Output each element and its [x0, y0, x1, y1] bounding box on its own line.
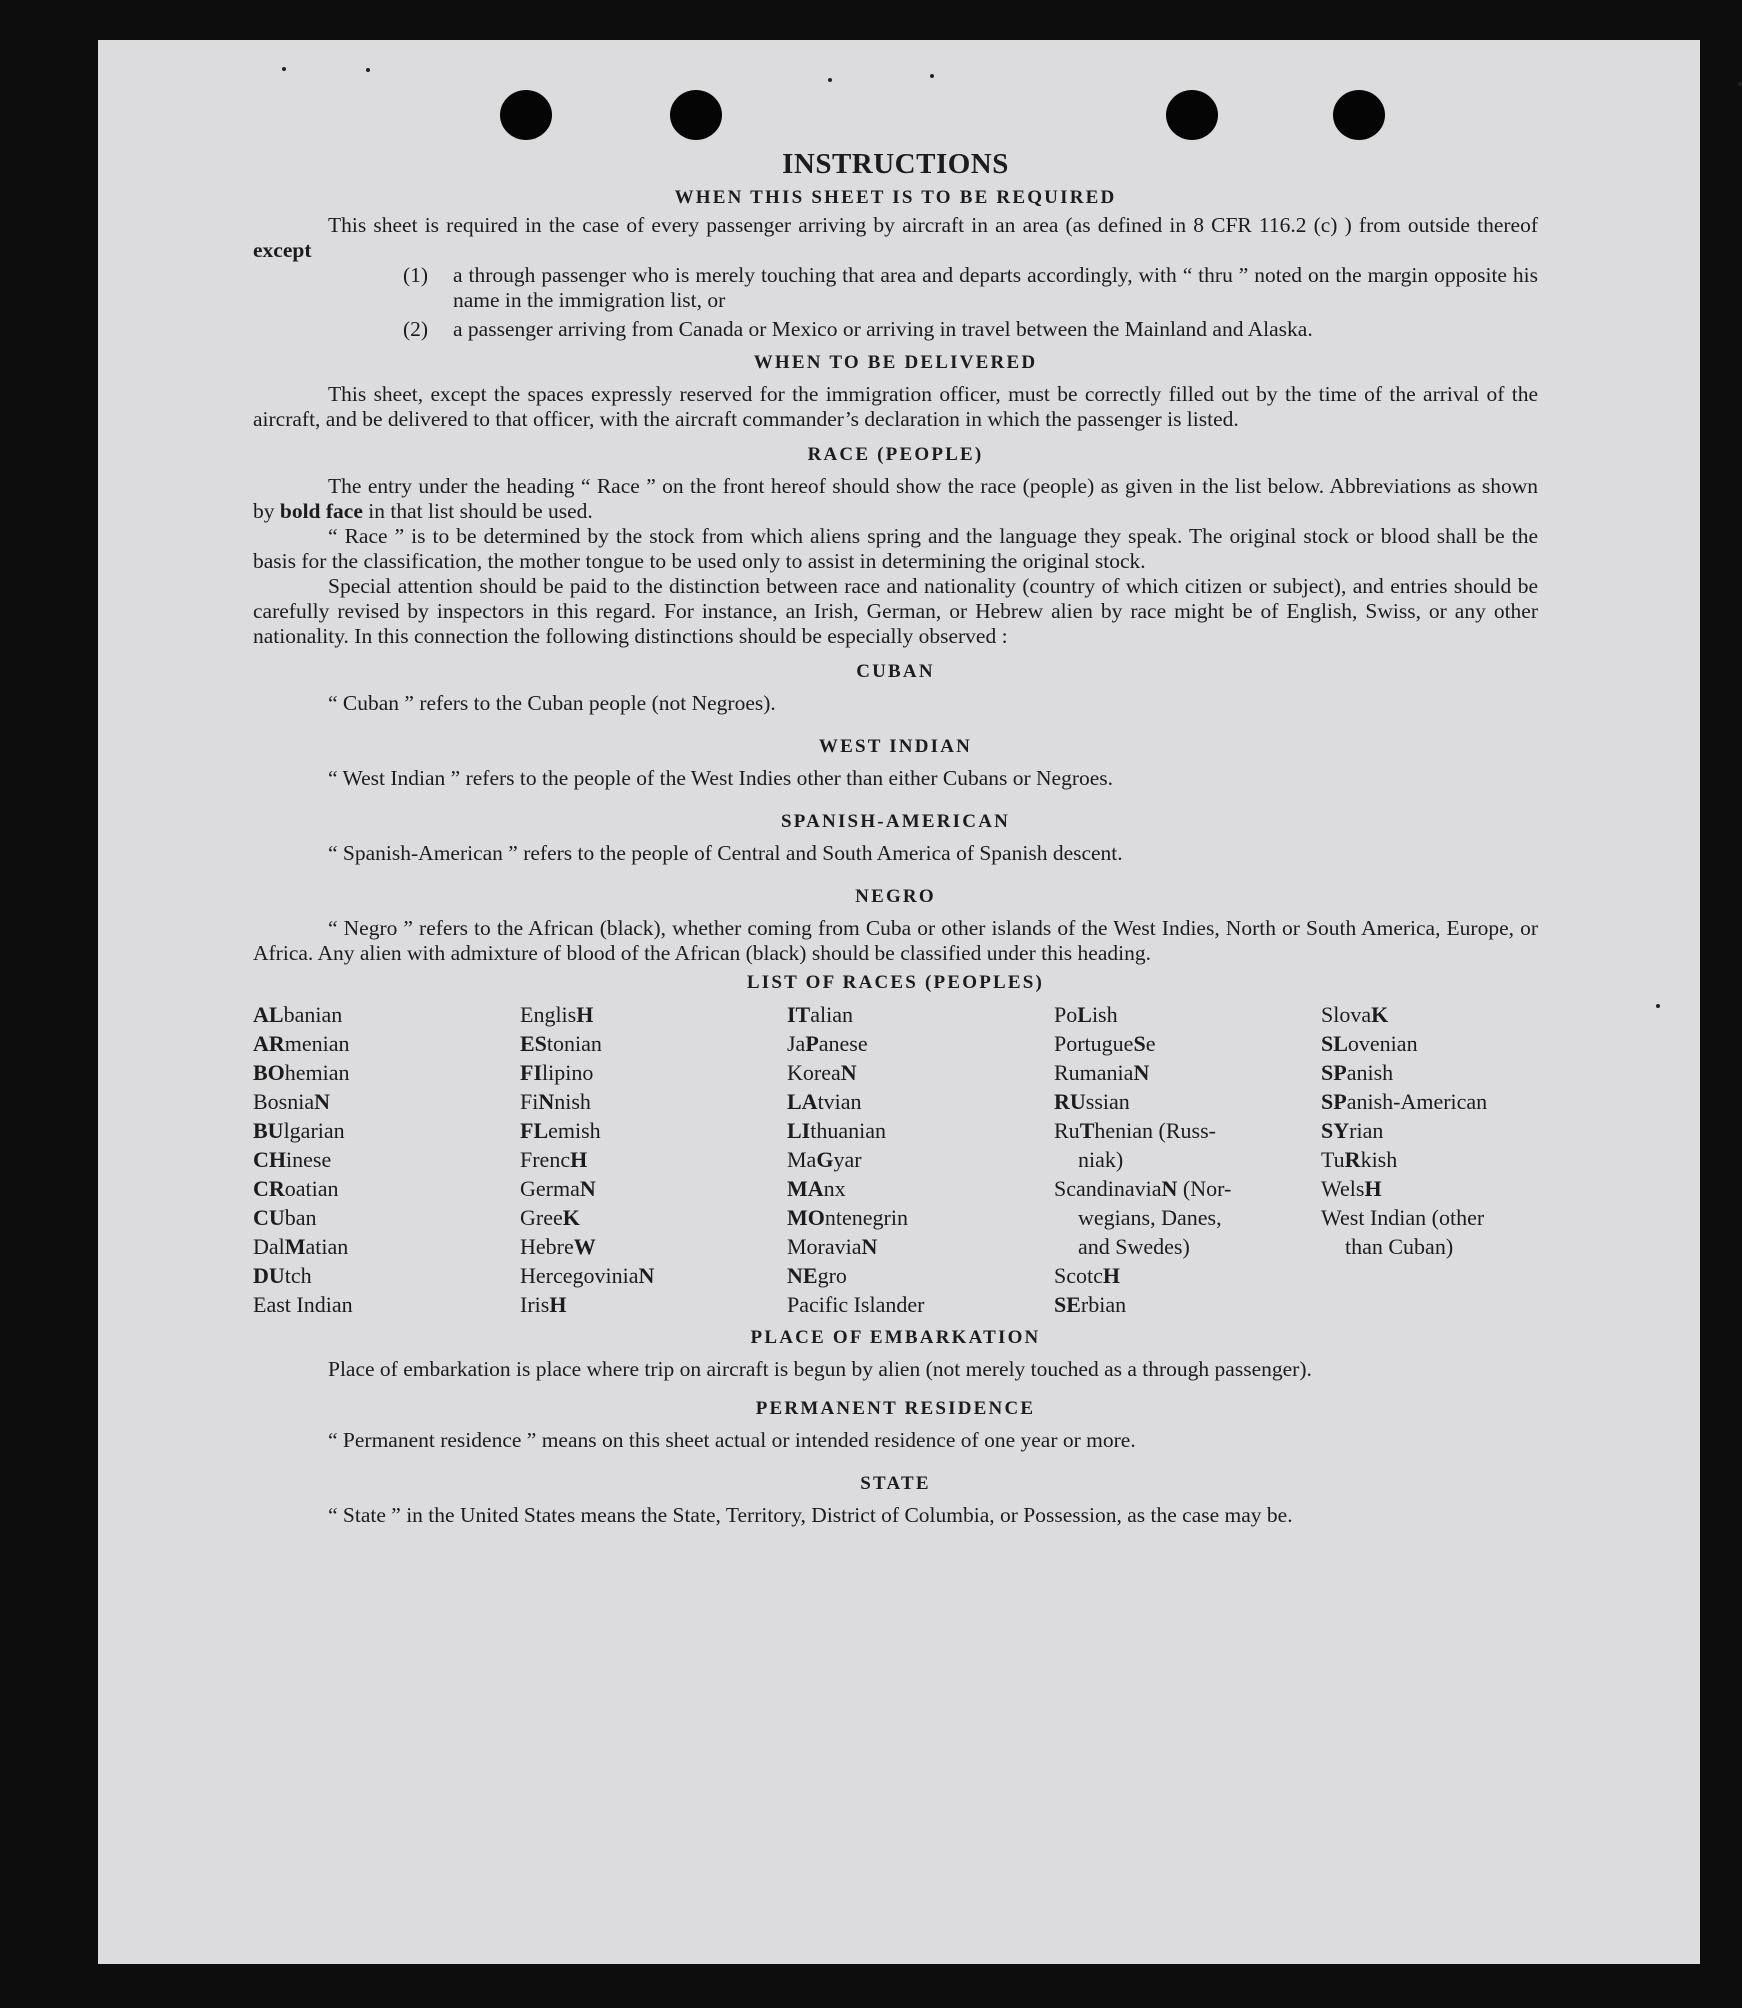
- race-entry: FIlipino: [520, 1060, 594, 1085]
- section-heading-cuban: CUBAN: [856, 661, 935, 682]
- section-heading-embarkation: PLACE OF EMBARKATION: [750, 1327, 1041, 1348]
- race-paragraph-1: The entry under the heading “ Race ” on the front hereof should show the race (people) as given in the list below. Abbreviations as shown by bold face in that list should be used.: [253, 474, 1538, 523]
- race-list: [253, 1000, 1538, 1319]
- embarkation-text: Place of embarkation is place where trip on aircraft is begun by alien (not merely touched as a through passenger).: [328, 1357, 1312, 1381]
- section-heading-west-indian: WEST INDIAN: [818, 736, 973, 757]
- race-column: [520, 1000, 787, 1319]
- race-entry: BUlgarian: [253, 1118, 345, 1143]
- race-entry: GermaN: [520, 1176, 596, 1201]
- section-heading-when-delivered: WHEN TO BE DELIVERED: [753, 352, 1038, 373]
- race-entry: FiNnish: [520, 1089, 591, 1114]
- section-heading-when-required: WHEN THIS SHEET IS TO BE REQUIRED: [674, 187, 1117, 208]
- race-entry: IrisH: [520, 1292, 567, 1317]
- west-indian-text: “ West Indian ” refers to the people of the West Indies other than either Cubans or Negroes.: [328, 766, 1114, 790]
- race-entry: JaPanese: [787, 1031, 868, 1056]
- race-entry: SPanish: [1321, 1060, 1394, 1085]
- race-column: [1321, 1000, 1539, 1319]
- punch-hole: [500, 90, 552, 140]
- section-heading-state: STATE: [860, 1473, 931, 1494]
- cuban-text: “ Cuban ” refers to the Cuban people (not Negroes).: [328, 691, 776, 715]
- race-entry: Pacific Islander: [787, 1292, 925, 1317]
- section-heading-spanish-american: SPANISH-AMERICAN: [780, 811, 1011, 832]
- instructions-content: [253, 148, 1538, 1528]
- race-entry: East Indian: [253, 1292, 353, 1317]
- race-entry: SYrian: [1321, 1118, 1384, 1143]
- race-entry: BosniaN: [253, 1089, 331, 1114]
- list-item: (1) a through passenger who is merely touching that area and departs accordingly, with “ thru ” noted on the margin opposite his name in the immigration list, or: [403, 263, 1538, 312]
- race-entry: TuRkish: [1321, 1147, 1398, 1172]
- race-entry: SlovaK: [1321, 1002, 1389, 1027]
- race-entry: DalMatian: [253, 1234, 349, 1259]
- race-entry: MAnx: [787, 1176, 846, 1201]
- race-entry: MoraviaN: [787, 1234, 878, 1259]
- section-heading-residence: PERMANENT RESIDENCE: [755, 1398, 1036, 1419]
- race-entry: RuThenian (Russ- niak): [1054, 1118, 1216, 1172]
- race-entry: ALbanian: [253, 1002, 343, 1027]
- race-column: [1054, 1000, 1321, 1319]
- race-entry: WelsH: [1321, 1176, 1382, 1201]
- race-entry: MaGyar: [787, 1147, 862, 1172]
- race-entry: RUssian: [1054, 1089, 1130, 1114]
- when-delivered-text: This sheet, except the spaces expressly reserved for the immigration officer, must be correctly filled out by the time of the arrival of the aircraft, and be delivered to that officer, with the aircraft commander’s declaration in which the passenger is listed.: [253, 382, 1538, 431]
- page-title: INSTRUCTIONS: [782, 148, 1009, 180]
- document-page: [98, 40, 1700, 1964]
- punch-hole: [1333, 90, 1385, 140]
- race-entry: FrencH: [520, 1147, 588, 1172]
- scan-speck: [366, 68, 370, 72]
- race-entry: SErbian: [1054, 1292, 1127, 1317]
- race-entry: FLemish: [520, 1118, 601, 1143]
- race-entry: EStonian: [520, 1031, 602, 1056]
- race-entry: MOntenegrin: [787, 1205, 908, 1230]
- state-text: “ State ” in the United States means the State, Territory, District of Columbia, or Possession, as the case may be.: [328, 1503, 1293, 1527]
- spanish-american-text: “ Spanish-American ” refers to the people of Central and South America of Spanish descent.: [328, 841, 1123, 865]
- punch-hole: [670, 90, 722, 140]
- section-heading-list-of-races: LIST OF RACES (PEOPLES): [746, 972, 1045, 993]
- race-entry: ScandinaviaN (Nor- wegians, Danes, and Swedes): [1054, 1176, 1232, 1259]
- race-column: [253, 1000, 520, 1319]
- scan-speck: [282, 67, 286, 71]
- race-entry: NEgro: [787, 1263, 847, 1288]
- race-entry: KoreaN: [787, 1060, 857, 1085]
- race-entry: GreeK: [520, 1205, 580, 1230]
- race-entry: West Indian (other than Cuban): [1321, 1205, 1485, 1259]
- scan-speck: [828, 78, 832, 82]
- when-required-intro: This sheet is required in the case of every passenger arriving by aircraft in an area (as defined in 8 CFR 116.2 (c) ) from outside thereof except: [253, 213, 1538, 262]
- race-entry: SLovenian: [1321, 1031, 1418, 1056]
- scan-speck: [1656, 1004, 1660, 1008]
- race-paragraph-2: “ Race ” is to be determined by the stock from which aliens spring and the language they speak. The original stock or blood shall be the basis for the classification, the mother tongue to be used only to assist in determining the original stock.: [253, 524, 1538, 573]
- race-entry: ARmenian: [253, 1031, 350, 1056]
- race-entry: CHinese: [253, 1147, 332, 1172]
- scan-speck: [930, 74, 934, 78]
- race-entry: SPanish-American: [1321, 1089, 1488, 1114]
- race-entry: LAtvian: [787, 1089, 862, 1114]
- race-paragraph-3: Special attention should be paid to the distinction between race and nationality (country of which citizen or subject), and entries should be carefully revised by inspectors in this regard. For instance, an Irish, German, or Hebrew alien by race might be of English, Swiss, or any other nationality. In this connection the following distinctions should be especially observed :: [253, 574, 1538, 648]
- race-entry: HercegoviniaN: [520, 1263, 655, 1288]
- scan-speck: [1738, 82, 1742, 86]
- race-entry: CUban: [253, 1205, 317, 1230]
- race-entry: CRoatian: [253, 1176, 339, 1201]
- race-entry: BOhemian: [253, 1060, 350, 1085]
- section-heading-race: RACE (PEOPLE): [807, 444, 984, 465]
- race-entry: HebreW: [520, 1234, 596, 1259]
- negro-text: “ Negro ” refers to the African (black), whether coming from Cuba or other islands of the West Indies, North or South America, Europe, or Africa. Any alien with admixture of blood of the African (black) should be classified under this heading.: [253, 916, 1538, 965]
- list-item: (2) a passenger arriving from Canada or Mexico or arriving in travel between the Mainland and Alaska.: [403, 317, 1313, 341]
- race-entry: LIthuanian: [787, 1118, 887, 1143]
- race-entry: EnglisH: [520, 1002, 594, 1027]
- race-entry: PoLish: [1054, 1002, 1118, 1027]
- section-heading-negro: NEGRO: [855, 886, 936, 907]
- punch-hole: [1166, 90, 1218, 140]
- residence-text: “ Permanent residence ” means on this sheet actual or intended residence of one year or more.: [328, 1428, 1136, 1452]
- race-entry: DUtch: [253, 1263, 312, 1288]
- race-entry: ScotcH: [1054, 1263, 1121, 1288]
- race-entry: ITalian: [787, 1002, 854, 1027]
- race-column: [787, 1000, 1054, 1319]
- race-entry: PortugueSe: [1054, 1031, 1156, 1056]
- race-entry: RumaniaN: [1054, 1060, 1150, 1085]
